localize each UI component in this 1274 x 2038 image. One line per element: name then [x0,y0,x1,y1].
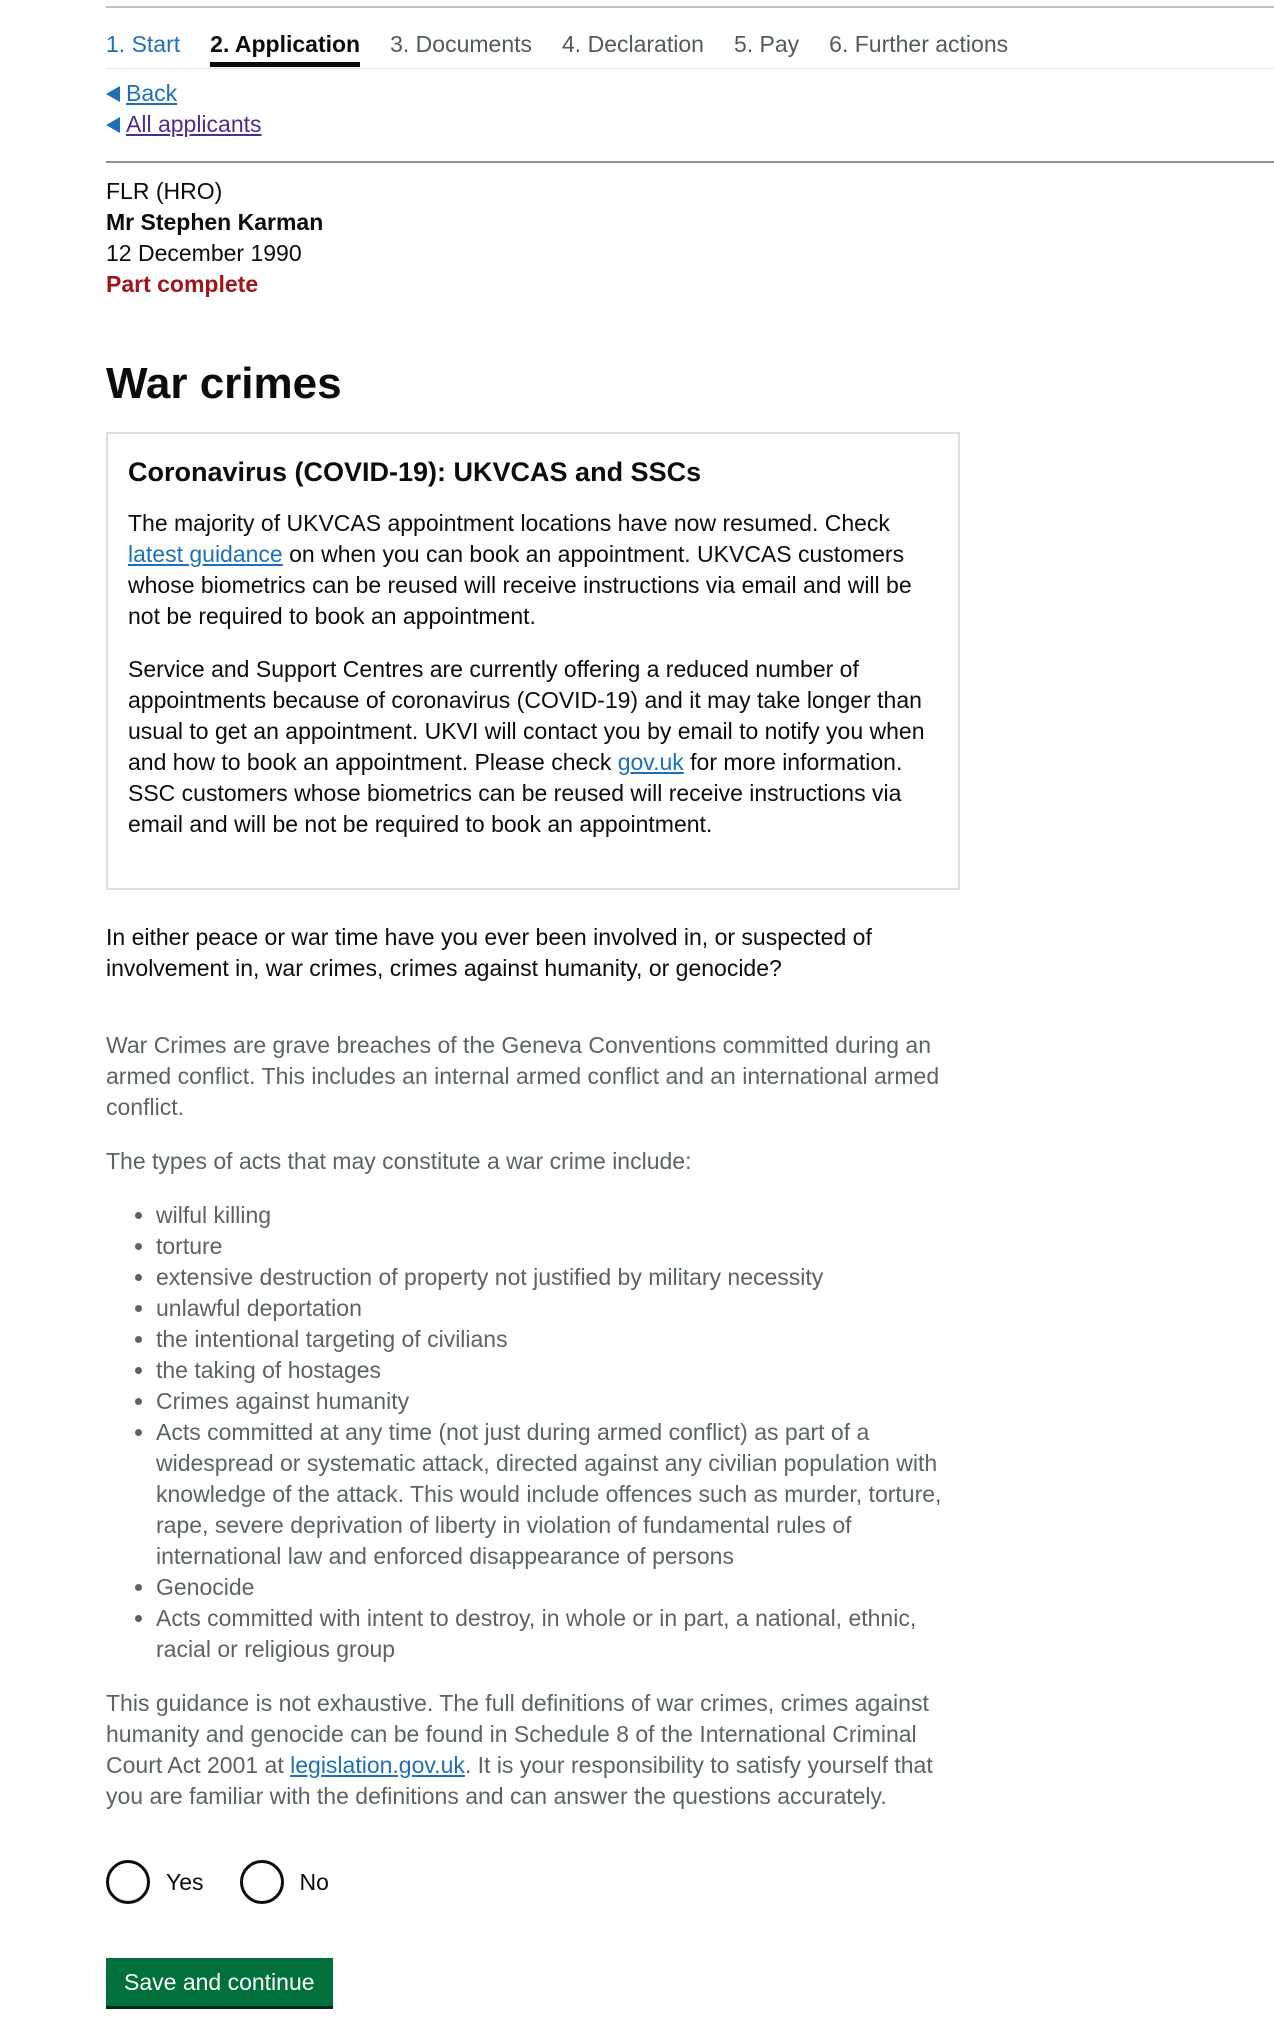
notice-p2-text-end: for more information. SSC customers whose biometrics can be reused will receive instructions via email and will be not be required to book an appointment. [128,749,903,837]
step-further-actions: 6. Further actions [829,31,1009,57]
notice-title: Coronavirus (COVID-19): UKVCAS and SSCs [128,457,702,487]
save-and-continue-button[interactable]: Save and continue [106,1958,333,2006]
guidance-intro: War Crimes are grave breaches of the Geneva Conventions committed during an armed conflict. This includes an internal armed conflict and an international armed conflict. [106,1032,940,1120]
guidance-list [106,1200,966,1665]
top-border [106,6,1274,8]
list-item: • unlawful deportation [156,1293,966,1324]
progress-steps [106,28,1038,68]
radio-no[interactable] [240,1860,329,1904]
guidance-closing-text-end: . It is your responsibility to satisfy yourself that you are familiar with the definitions and can answer the questions accurately. [106,1752,933,1809]
section-divider [106,161,1274,163]
page-title: War crimes [106,359,342,408]
status-badge: Part complete [106,271,259,297]
list-item: • the taking of hostages [156,1355,966,1386]
back-arrow-icon [106,86,120,102]
radio-yes-circle[interactable] [106,1860,150,1904]
list-item: • Acts committed at any time (not just during armed conflict) as part of a widespread or systematic attack, directed against any civilian population with knowledge of the attack. This would include offences such as murder, torture, rape, severe deprivation of liberty in violation of fundamental rules of international law and enforced disappearance of persons [156,1417,966,1572]
list-item: • Acts committed with intent to destroy, in whole or in part, a national, ethnic, racial or religious group [156,1603,966,1665]
list-item: • the intentional targeting of civilians [156,1324,966,1355]
step-start[interactable]: 1. Start [106,31,181,57]
all-applicants-link[interactable] [106,109,262,140]
latest-guidance-link[interactable]: latest guidance [128,541,283,567]
step-application-current: 2. Application [210,28,360,68]
back-arrow-icon [106,117,120,133]
guidance [106,1030,966,1835]
guidance-types-intro: The types of acts that may constitute a war crime include: [106,1148,692,1174]
applicant-summary [106,176,323,300]
radio-yes[interactable] [106,1860,204,1904]
list-item: • wilful killing [156,1200,966,1231]
covid-notice [106,432,960,890]
list-item: • torture [156,1231,966,1262]
answer-radios [106,1860,365,1904]
back-links [106,78,262,140]
question-text: In either peace or war time have you ever been involved in, or suspected of involvement in, war crimes, crimes against humanity, or genocide? [106,924,872,981]
notice-paragraph-2 [128,654,938,840]
guidance-closing-text: This guidance is not exhaustive. The full definitions of war crimes, crimes against humanity and genocide can be found in Schedule 8 of the International Criminal Court Act 2001 at [106,1690,929,1778]
applicant-dob: 12 December 1990 [106,240,302,266]
guidance-closing [106,1688,966,1812]
list-item: • extensive destruction of property not justified by military necessity [156,1262,966,1293]
gov-uk-link[interactable]: gov.uk [617,749,684,775]
radio-no-label[interactable]: No [299,1868,329,1895]
notice-p1-text-end: on when you can book an appointment. UKVCAS customers whose biometrics can be reused will receive instructions via email and will be not be required to book an appointment. [128,541,912,629]
applicant-name: Mr Stephen Karman [106,209,324,235]
step-declaration: 4. Declaration [562,31,704,57]
legislation-link[interactable]: legislation.gov.uk [290,1752,465,1778]
all-applicants-link-text[interactable]: All applicants [126,111,262,137]
notice-p2-text: Service and Support Centres are currently offering a reduced number of appointments because of coronavirus (COVID-19) and it may take longer than usual to get an appointment. UKVI will contact you by email to notify you when and how to book an appointment. Please check [128,656,925,775]
back-link-text[interactable]: Back [126,80,178,106]
notice-paragraph-1 [128,508,938,632]
step-documents: 3. Documents [390,31,533,57]
back-link[interactable] [106,78,262,109]
notice-p1-text: The majority of UKVCAS appointment locations have now resumed. Check [128,510,890,536]
application-type: FLR (HRO) [106,178,223,204]
radio-no-circle[interactable] [240,1860,284,1904]
list-item: • Genocide [156,1572,966,1603]
step-pay: 5. Pay [733,31,800,57]
list-item: • Crimes against humanity [156,1386,966,1417]
radio-yes-label[interactable]: Yes [166,1868,204,1895]
steps-divider [106,68,1274,69]
